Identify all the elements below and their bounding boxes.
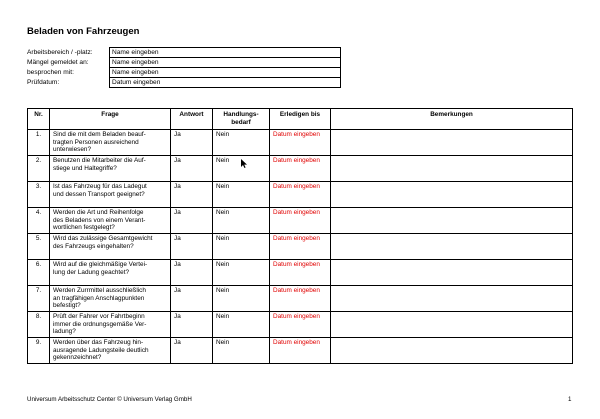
row-due-date[interactable]: Datum eingeben <box>270 156 331 182</box>
checklist-table <box>27 108 573 364</box>
meta-row <box>27 78 341 88</box>
row-due-date[interactable]: Datum eingeben <box>270 260 331 286</box>
table-row <box>28 338 573 364</box>
row-remarks[interactable] <box>331 338 573 364</box>
meta-label: Prüfdatum: <box>27 79 60 86</box>
row-answer[interactable]: Ja <box>171 130 213 156</box>
row-due-date[interactable]: Datum eingeben <box>270 286 331 312</box>
row-answer[interactable]: Ja <box>171 338 213 364</box>
meta-row <box>27 68 341 78</box>
row-remarks[interactable] <box>331 208 573 234</box>
row-remarks[interactable] <box>331 182 573 208</box>
row-question: Werden die Art und Reihenfolge des Beladens von einem Verant- wortlichen festgelegt? <box>50 208 171 234</box>
row-number: 7. <box>28 286 50 312</box>
meta-value-field[interactable]: Datum eingeben <box>110 78 341 88</box>
table-row <box>28 312 573 338</box>
header-bemerkungen: Bemerkungen <box>331 109 573 130</box>
row-action-needed[interactable]: Nein <box>213 234 270 260</box>
meta-row <box>27 48 341 58</box>
row-action-needed[interactable]: Nein <box>213 260 270 286</box>
meta-value-field[interactable]: Name eingeben <box>110 58 341 68</box>
row-action-needed[interactable]: Nein <box>213 338 270 364</box>
header-nr: Nr. <box>28 109 50 130</box>
row-remarks[interactable] <box>331 156 573 182</box>
row-due-date[interactable]: Datum eingeben <box>270 338 331 364</box>
row-question: Ist das Fahrzeug für das Ladegut und dessen Transport geeignet? <box>50 182 171 208</box>
row-due-date[interactable]: Datum eingeben <box>270 312 331 338</box>
row-due-date[interactable]: Datum eingeben <box>270 182 331 208</box>
row-due-date[interactable]: Datum eingeben <box>270 208 331 234</box>
meta-row <box>27 58 341 68</box>
row-answer[interactable]: Ja <box>171 156 213 182</box>
table-row <box>28 234 573 260</box>
table-row <box>28 208 573 234</box>
row-answer[interactable]: Ja <box>171 312 213 338</box>
footer-text: Universum Arbeitsschutz Center © Universum Verlag GmbH <box>27 396 192 403</box>
row-due-date[interactable]: Datum eingeben <box>270 130 331 156</box>
meta-label: besprochen mit: <box>27 69 74 76</box>
row-question: Werden über das Fahrzeug hin- ausragende Ladungsteile deutlich gekennzeichnet? <box>50 338 171 364</box>
page-title: Beladen von Fahrzeugen <box>27 26 140 37</box>
row-number: 3. <box>28 182 50 208</box>
meta-value-field[interactable]: Name eingeben <box>110 68 341 78</box>
table-row <box>28 156 573 182</box>
meta-table <box>27 47 341 88</box>
row-question: Benutzen die Mitarbeiter die Auf- stiege und Haltegriffe? <box>50 156 171 182</box>
row-number: 9. <box>28 338 50 364</box>
row-number: 6. <box>28 260 50 286</box>
meta-value-field[interactable]: Name eingeben <box>110 48 341 58</box>
row-answer[interactable]: Ja <box>171 234 213 260</box>
row-number: 4. <box>28 208 50 234</box>
row-answer[interactable]: Ja <box>171 260 213 286</box>
header-row <box>28 109 573 130</box>
row-remarks[interactable] <box>331 130 573 156</box>
row-action-needed[interactable]: Nein <box>213 182 270 208</box>
row-due-date[interactable]: Datum eingeben <box>270 234 331 260</box>
page-number: 1 <box>568 396 572 403</box>
row-remarks[interactable] <box>331 286 573 312</box>
row-question: Sind die mit dem Beladen beauf- tragten Personen ausreichend unterwiesen? <box>50 130 171 156</box>
header-frage: Frage <box>50 109 171 130</box>
row-question: Wird auf die gleichmäßige Vertei- lung der Ladung geachtet? <box>50 260 171 286</box>
table-row <box>28 286 573 312</box>
header-antwort: Antwort <box>171 109 213 130</box>
row-number: 8. <box>28 312 50 338</box>
row-question: Wird das zulässige Gesamtgewicht des Fahrzeugs eingehalten? <box>50 234 171 260</box>
meta-label: Mängel gemeldet an: <box>27 59 89 66</box>
row-question: Prüft der Fahrer vor Fahrtbeginn immer die ordnungsgemäße Ver- ladung? <box>50 312 171 338</box>
row-number: 2. <box>28 156 50 182</box>
row-answer[interactable]: Ja <box>171 182 213 208</box>
table-row <box>28 182 573 208</box>
row-remarks[interactable] <box>331 234 573 260</box>
row-question: Werden Zurrmittel ausschließlich an tragfähigen Anschlagpunkten befestigt? <box>50 286 171 312</box>
row-remarks[interactable] <box>331 260 573 286</box>
row-answer[interactable]: Ja <box>171 208 213 234</box>
table-row <box>28 260 573 286</box>
table-row <box>28 130 573 156</box>
row-answer[interactable]: Ja <box>171 286 213 312</box>
row-remarks[interactable] <box>331 312 573 338</box>
row-action-needed[interactable]: Nein <box>213 208 270 234</box>
row-action-needed[interactable]: Nein <box>213 286 270 312</box>
row-action-needed[interactable]: Nein <box>213 156 270 182</box>
row-action-needed[interactable]: Nein <box>213 130 270 156</box>
row-number: 5. <box>28 234 50 260</box>
row-number: 1. <box>28 130 50 156</box>
row-action-needed[interactable]: Nein <box>213 312 270 338</box>
header-erledigen-bis: Erledigen bis <box>270 109 331 130</box>
meta-label: Arbeitsbereich / -platz: <box>27 49 93 56</box>
header-handlungsbedarf: Handlungs- bedarf <box>213 109 270 130</box>
